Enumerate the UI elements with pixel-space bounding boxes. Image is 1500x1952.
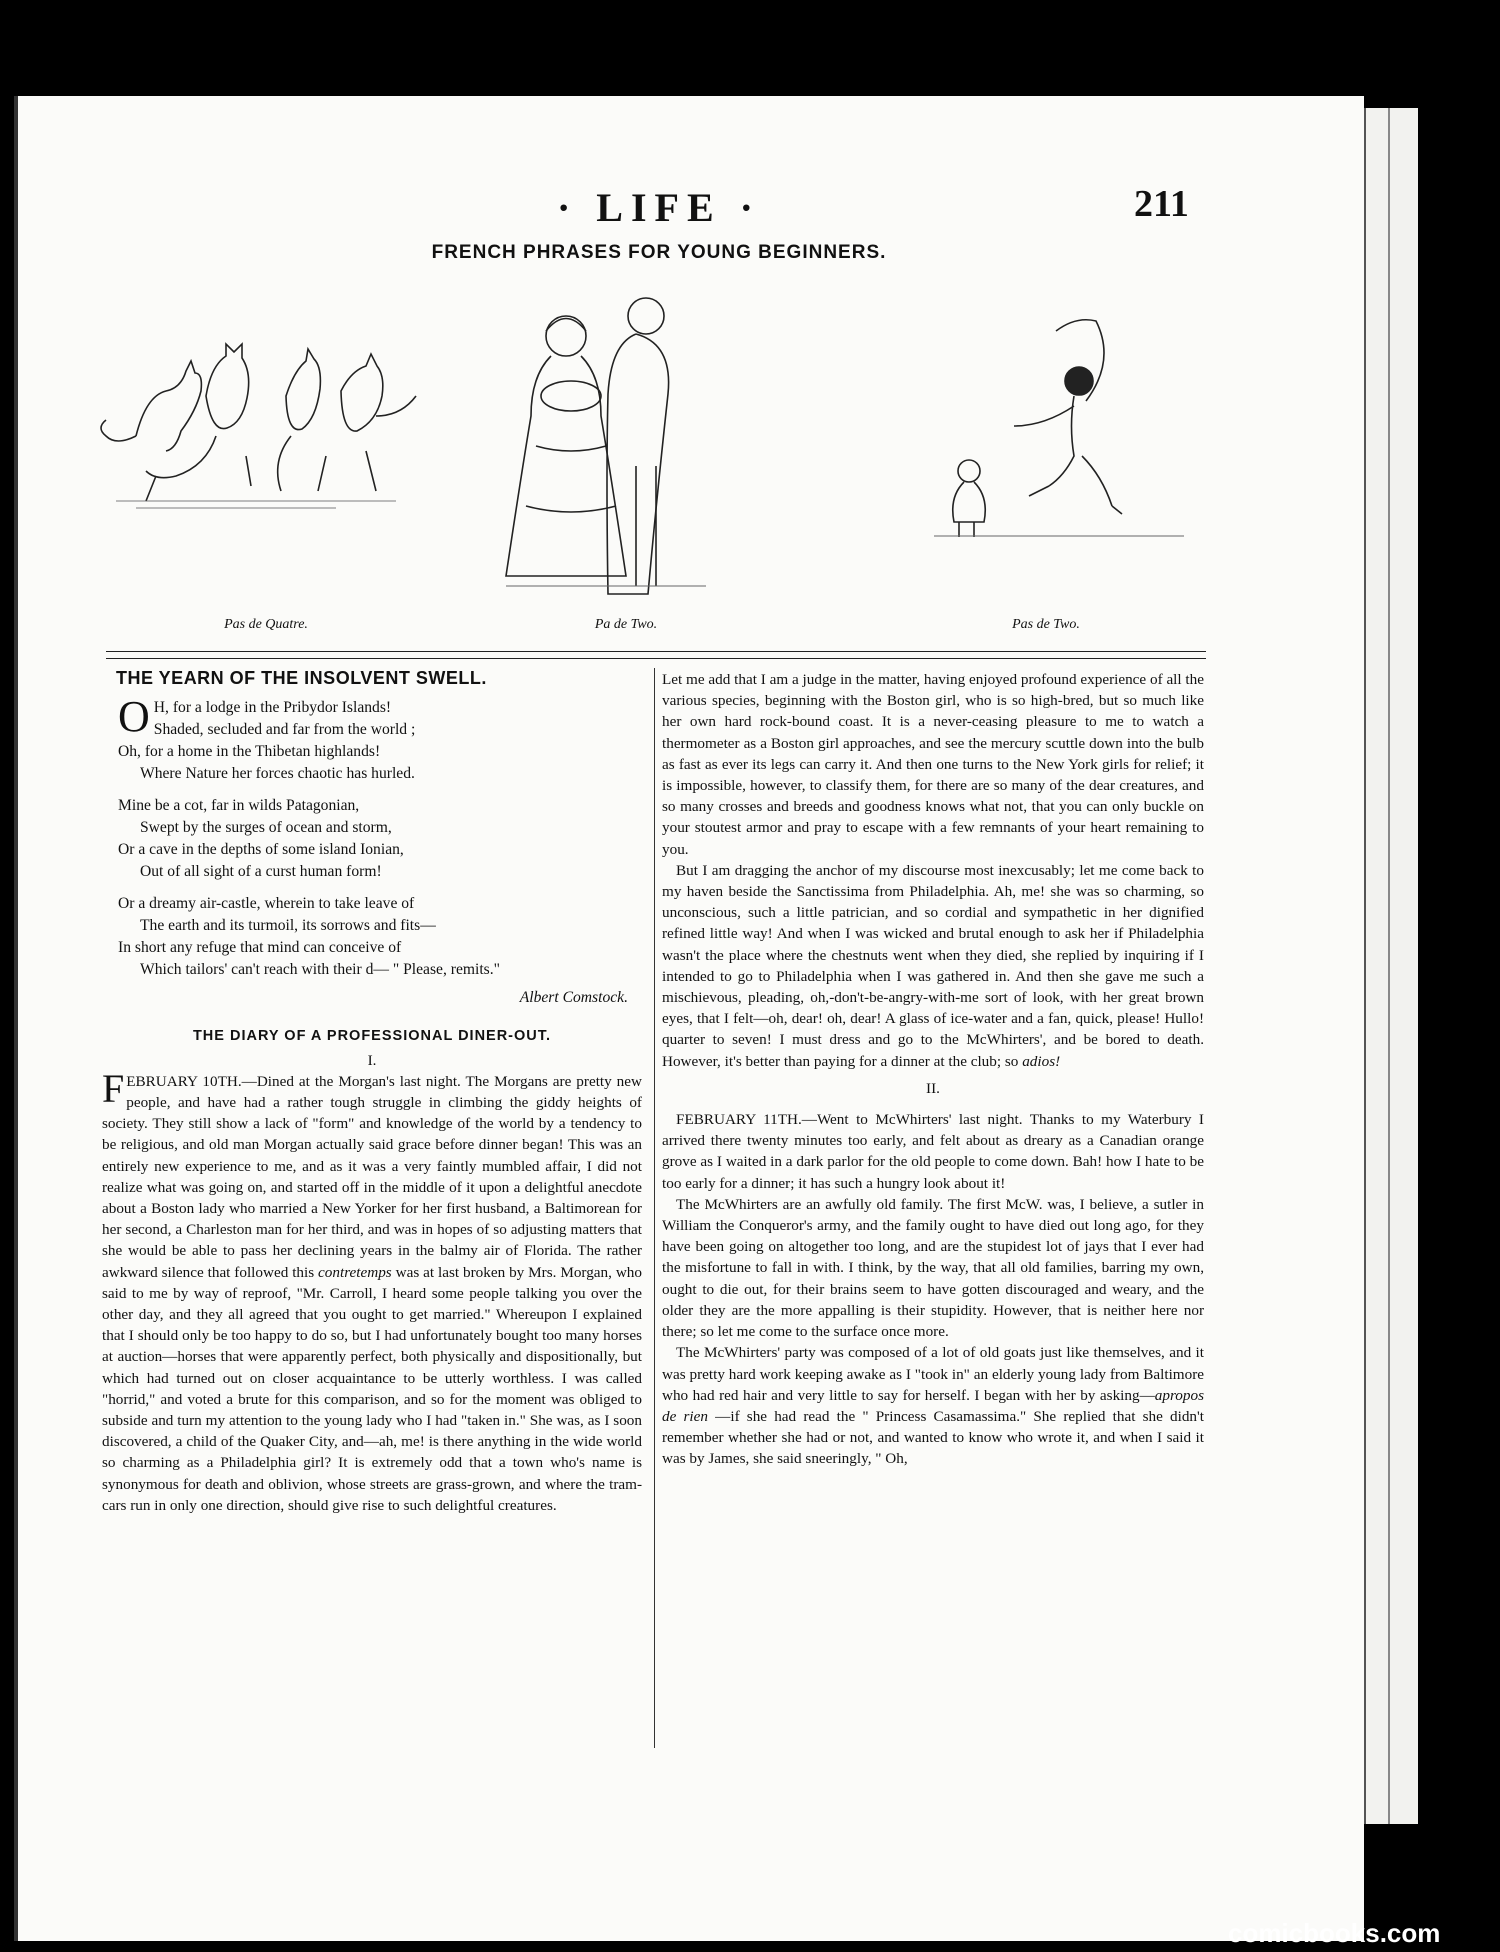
diary-title: THE DIARY OF A PROFESSIONAL DINER-OUT.	[192, 1028, 552, 1045]
paragraph-text: —Dined at the Morgan's last night. The Morgans are pretty new people, and have had a rather tough struggle in climbing the giddy heights of society. They still show a lack of "form" and knowledge of the world by a tendency to be religious, and old man Morgan actually said grace before dinner began! This was an entirely new experience to me, and as it was a very faintly mumbled affair, I did not realize what was going on, and started off in the middle of it upon a delightful anecdote about a Boston lady who married a New Yorker for her first husband, a Baltimorean for her second, a Charleston man for her third, and was in hopes of so adjusting matters that she would be able to pass her declining years in the balmy air of Florida. The rather awkward silence that followed this	[102, 1072, 642, 1281]
paragraph-text: The McWhirters' party was composed of a lot of old goats just like themselves, and it was pretty hard work keeping awake as I "took in" an elderly young lady from Baltimore who had red hair and very little to say for herself. I began with her by asking—	[662, 1344, 1204, 1404]
poem-stanza-1	[102, 692, 642, 785]
magazine-page	[14, 96, 1364, 1941]
page-number: 211	[1134, 183, 1189, 225]
italic-phrase: apropos de rien	[662, 1386, 1204, 1425]
poem-stanza-3	[102, 893, 642, 981]
entry-date: EBRUARY 10TH.	[126, 1072, 242, 1090]
page-edge	[1364, 108, 1418, 1824]
poem-title: THE YEARN OF THE INSOLVENT SWELL.	[116, 668, 487, 688]
man-and-child-dancing-illustration	[924, 286, 1204, 546]
italic-phrase: adios!	[1022, 1052, 1061, 1070]
paragraph-text: was at last broken by Mrs. Morgan, who said to me by way of reproof, "Mr. Carroll, I heard some people talking you over the other day, and they all agreed that you ought to get married." Whereupon I explained that I should only be too happy to do so, but I had unfortunately bought too many horses at auction—horses that were apparently perfect, both physically and dispositionally, but which had turned out on closer acquaintance to be utterly worthless. I was called "horrid," and voted a brute for this comparison, and so for the moment was obliged to subside and turn my attention to the young lady who I had "taken in." She was, as I soon discovered, a child of the Quaker City, and—ah, me! is there anything in the wide world so charming as a Philadelphia girl? It is extremely odd that a town who's name is synonymous for death and oblivion, whose streets are grass-grown, and where the tram-cars run in only one direction, should give rise to such delightful creatures.	[102, 1263, 642, 1514]
diary-paragraph-6	[662, 1342, 1204, 1469]
poem-line: Shaded, secluded and far from the world ;	[153, 721, 416, 739]
poem-line: Oh, for a home in the Thibetan highlands!	[118, 743, 381, 761]
left-column	[102, 664, 642, 1516]
poem-line: Where Nature her forces chaotic has hurled.	[140, 765, 415, 783]
section-number-2: II.	[926, 1079, 940, 1097]
section-rule	[106, 651, 1206, 652]
section-rule-double	[106, 658, 1206, 659]
poem-line: H, for a lodge in the Pribydor Islands!	[153, 699, 392, 717]
diary-dropcap: F	[102, 1065, 125, 1111]
poem-line: Or a cave in the depths of some island Ionian,	[118, 841, 404, 859]
poem-dropcap: O	[118, 692, 150, 742]
watermark: comicbooks.com	[1228, 1918, 1441, 1948]
entry-date: FEBRUARY 11TH.	[676, 1111, 802, 1129]
diary-paragraph-1	[102, 1065, 642, 1516]
cartoon-title: FRENCH PHRASES FOR YOUNG BEGINNERS.	[431, 242, 887, 263]
paragraph-text: —Went to McWhirters' last night. Thanks to my Waterbury I arrived there twenty minutes too early, and felt about as dreary as a Canadian orange grove as I waited in a dark parlor for the old people to come down. Bah! how I hate to be too early for a dinner; it has such a hungry look about it!	[662, 1111, 1204, 1192]
poem-line: Or a dreamy air-castle, wherein to take leave of	[118, 895, 415, 913]
poem-line: Which tailors' can't reach with their d— " Please, remits."	[140, 961, 501, 979]
masthead: · LIFE ·	[556, 185, 762, 230]
poem-line: Swept by the surges of ocean and storm,	[140, 819, 392, 837]
poem-line: The earth and its turmoil, its sorrows and fits—	[140, 917, 436, 935]
diary-paragraph-3	[662, 860, 1204, 1072]
poem-stanza-2	[102, 795, 642, 883]
diary-paragraph-2: Let me add that I am a judge in the matter, having enjoyed profound experience of all the various species, beginning with the Boston girl, who is so high-bred, but so much like her own hard rock-bound coast. It is a never-ceasing pleasure to me to watch a thermometer as a Boston girl approaches, and see the mercury scuttle down into the bulb as fast as ever its legs can carry it. And then one turns to the New York girls for relief; it is impossible, however, to classify them, for there are so many of the dear creatures, and so many crosses and breeds and goodness knows what not, that you can only buckle on your stoutest armor and pray to escape with a few remnants of your heart remaining to you.	[662, 671, 1204, 858]
paragraph-text: —if she had read the " Princess Casamassima." She replied that she didn't remember whether she had or not, and wanted to know who wrote it, and when I said it was by James, she said sneeringly, " Oh,	[662, 1407, 1204, 1468]
caption-2: Pa de Two.	[594, 617, 658, 632]
italic-phrase: contretemps	[318, 1263, 392, 1281]
caption-3: Pas de Two.	[1012, 617, 1080, 632]
section-number-1: I.	[367, 1051, 377, 1069]
right-column	[662, 669, 1204, 1470]
page-gutter-line	[14, 96, 18, 1941]
diary-paragraph-4	[662, 1109, 1204, 1194]
column-divider	[654, 668, 655, 1748]
paragraph-text: But I am dragging the anchor of my discourse most inexcusably; let me come back to my haven beside the Sanctissima from Philadelphia. Ah, me! she was so charming, so unconscious, such a little patrician, and so cordial and sympathetic in her dignified refined little way! And when I was wicked and brutal enough to ask her if Philadelphia wasn't the place where the chestnuts went when they died, she replied by inquiring if I intended to go to Philadelphia when I was gathered in. And then she gave me such a mischievous, pleading, oh,-don't-be-angry-with-me sort of look, with her great brown eyes, that I felt—oh, dear! oh, dear! A glass of ice-water and a fan, quick, please! Hullo! quarter to seven! I must dress and go to the McWhirters', and be bored to death. However, it's better than paying for a dinner at the club; so	[662, 861, 1204, 1070]
nurse-and-old-man-illustration	[496, 286, 746, 606]
caption-1: Pas de Quatre.	[224, 617, 308, 632]
poem-line: In short any refuge that mind can conceive of	[118, 939, 402, 957]
poem-line: Out of all sight of a curst human form!	[140, 863, 382, 881]
poem-line: Mine be a cot, far in wilds Patagonian,	[118, 797, 360, 815]
diary-paragraph-5: The McWhirters are an awfully old family. The first McW. was, I believe, a sutler in William the Conqueror's army, and the family ought to have died out long ago, for they have been going on altogether too long, and are the stupidest lot of jays that I ever had the misfortune to fall in with. I think, by the way, that all old families, barring my own, ought to die out, for their brains seem to have gotten discouraged and weary, and the older they are the more appalling is their stupidity. However, that is neither here nor there; so let me come to the surface once more.	[662, 1195, 1204, 1341]
poem-author: Albert Comstock.	[519, 989, 628, 1007]
cats-dancing-illustration	[96, 286, 426, 516]
